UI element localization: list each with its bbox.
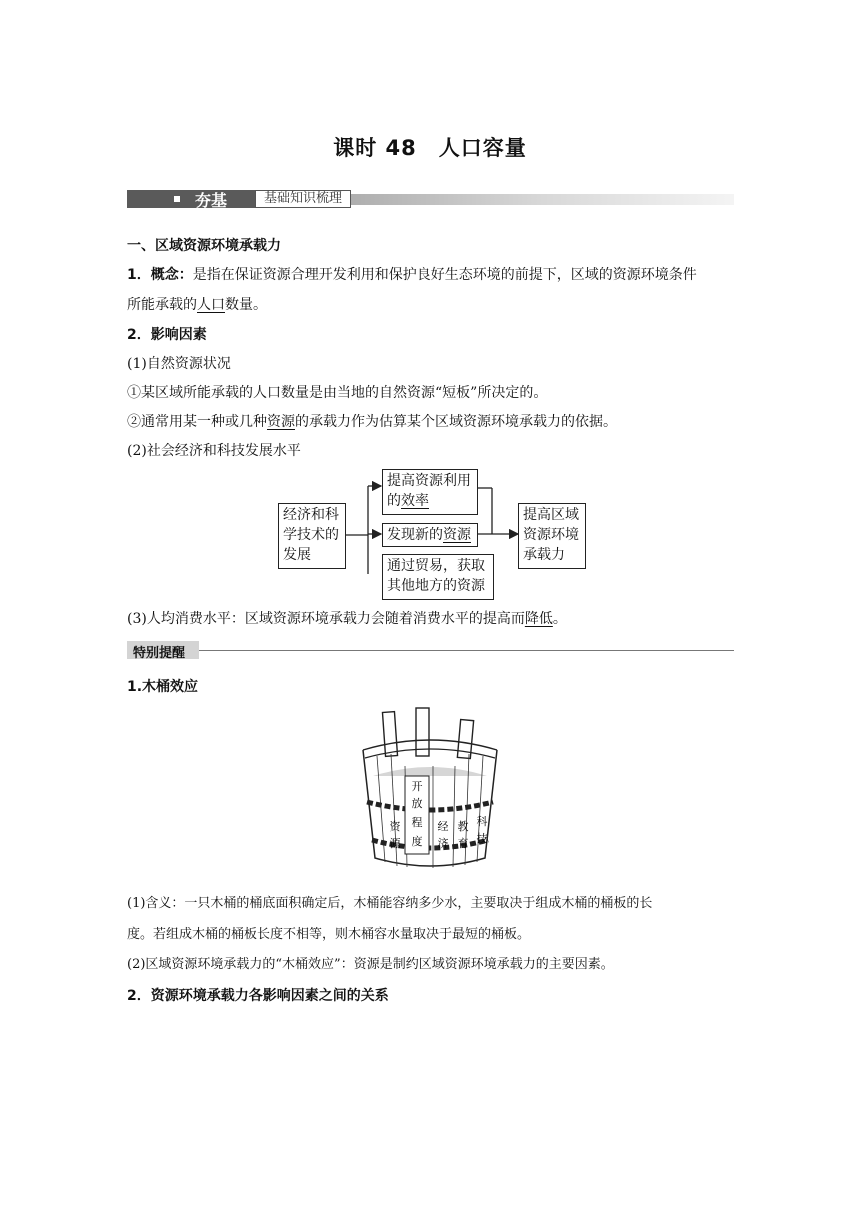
- flow-top-line-1: 提高资源利用: [387, 473, 471, 489]
- stave-open-4: 度: [411, 835, 423, 848]
- stave-education-1: 教: [457, 820, 469, 833]
- flow-box-right: [518, 503, 586, 569]
- factor-3: [127, 609, 567, 629]
- flow-mid-pre: 发现新的: [387, 527, 443, 543]
- tip-paragraph-1a: (1)含义：一只木桶的桶底面积确定后，木桶能容纳多少水，主要取决于组成木桶的桶板的长: [127, 896, 653, 911]
- factor-1a: ①某区域所能承载的人口数量是由当地的自然资源“短板”所决定的。: [127, 385, 548, 401]
- flow-left-line-3: 发展: [283, 547, 311, 563]
- concept-text-2b: 数量。: [225, 297, 267, 313]
- flow-box-left: [278, 503, 346, 569]
- flow-bottom-line-1: 通过贸易，获取: [387, 558, 485, 574]
- flow-right-line-1: 提高区域: [523, 507, 579, 523]
- stave-tech-2: 技: [476, 832, 488, 845]
- section-banner: [127, 187, 734, 213]
- banner-subtitle: 基础知识梳理: [255, 190, 351, 208]
- tip-label: 特别提醒: [133, 646, 186, 661]
- flow-left-line-2: 学技术的: [283, 527, 339, 543]
- square-bullet-icon: [174, 196, 180, 202]
- section-heading: 一、区域资源环境承载力: [127, 238, 281, 254]
- stave-economy-1: 经: [437, 820, 449, 833]
- flow-top-line-2: [387, 491, 473, 511]
- flow-top-key: 效率: [401, 493, 429, 509]
- concept-line-2: [127, 295, 267, 315]
- flow-top-pre: 的: [387, 493, 401, 509]
- flow-middle-line: [387, 525, 473, 545]
- tip-paragraph-2: (2)区域资源环境承载力的“木桶效应”：资源是制约区域资源环境承载力的主要因素。: [127, 957, 614, 972]
- flow-right-line-3: 承载力: [523, 547, 565, 563]
- concept-label: 1．概念：: [127, 267, 193, 283]
- factor-2: (2)社会经济和科技发展水平: [127, 443, 301, 459]
- special-tip-header: [127, 641, 734, 661]
- flow-bottom-line-2: 其他地方的资源: [387, 578, 485, 594]
- tip-paragraph-1b: 度。若组成木桶的桶板长度不相等，则木桶容水量取决于最短的桶板。: [127, 927, 531, 942]
- factor-3-pre: (3)人均消费水平：区域资源环境承载力会随着消费水平的提高而: [127, 611, 525, 627]
- stave-economy-2: 济: [437, 837, 449, 850]
- page-title: 课时 48 人口容量: [333, 136, 527, 160]
- factor-3-key: 降低: [524, 611, 553, 627]
- factor-3-post: 。: [552, 611, 567, 627]
- concept-text: 是指在保证资源合理开发利用和保护良好生态环境的前提下，区域的资源环境条件: [192, 267, 697, 283]
- banner-key: 夯基: [195, 191, 228, 210]
- stave-education-2: 育: [457, 837, 469, 850]
- stave-resource-1: 资: [389, 820, 401, 833]
- factor-1b-key: 资源: [267, 414, 295, 430]
- factor-1b: [127, 412, 617, 432]
- factors-heading: 2．影响因素: [127, 327, 207, 343]
- concept-line-1: [127, 265, 697, 285]
- tip-item-1: 1.木桶效应: [127, 679, 199, 695]
- flow-left-line-1: 经济和科: [283, 507, 339, 523]
- factor-1b-pre: ②通常用某一种或几种: [127, 414, 267, 430]
- tip-item-2: 2．资源环境承载力各影响因素之间的关系: [127, 988, 389, 1004]
- factor-1b-post: 的承载力作为估算某个区域资源环境承载力的依据。: [295, 414, 617, 430]
- flow-box-bottom: [382, 554, 494, 600]
- stave-tech-1: 科: [476, 815, 488, 828]
- concept-key: 人口: [197, 297, 225, 313]
- stave-resource-2: 源: [389, 837, 401, 850]
- tip-rule: [199, 650, 734, 651]
- concept-text-2a: 所能承载的: [127, 297, 197, 313]
- flow-mid-key: 资源: [443, 527, 471, 543]
- stave-open-1: 开: [411, 780, 423, 793]
- wooden-barrel-illustration: [355, 706, 505, 874]
- factor-1: (1)自然资源状况: [127, 356, 231, 372]
- flow-right-line-2: 资源环境: [523, 527, 579, 543]
- banner-dark-block: [127, 190, 257, 208]
- flow-box-top: [382, 469, 478, 515]
- flow-box-middle: [382, 523, 478, 547]
- stave-open-3: 程: [411, 816, 423, 829]
- stave-open-2: 放: [411, 797, 423, 810]
